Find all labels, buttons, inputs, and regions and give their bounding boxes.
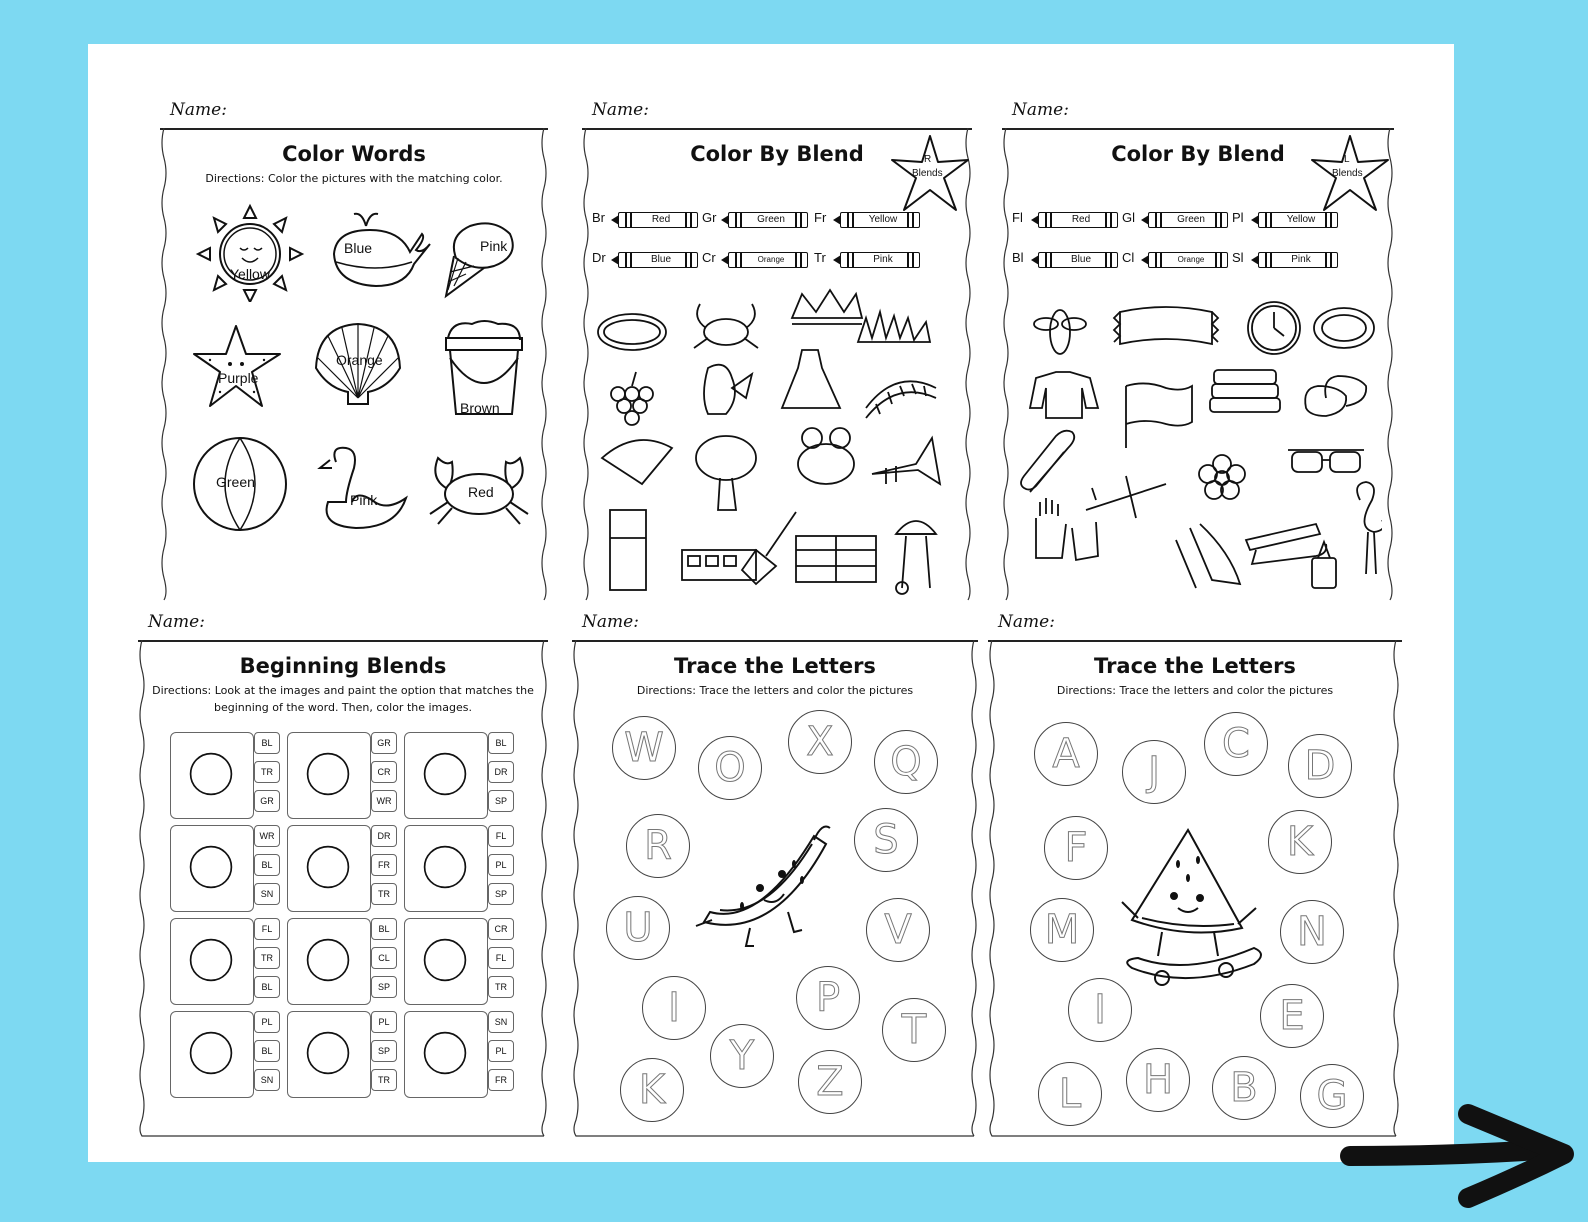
trace-letter: L [1058, 1071, 1082, 1117]
trace-letter: K [638, 1067, 666, 1113]
sheet-directions: Directions: Color the pictures with the matching color. [205, 172, 503, 185]
glasses-picture [1288, 450, 1364, 472]
paperclip-picture [1021, 431, 1074, 492]
picture-label: Green [216, 474, 255, 490]
blend-option[interactable]: BL [254, 976, 280, 998]
crayon-key [814, 250, 924, 268]
sponge-picture [411, 832, 479, 902]
blend-option[interactable]: SP [371, 1040, 397, 1062]
crayon-color-label: Pink [1291, 254, 1311, 265]
picture-label: Red [468, 484, 494, 500]
badge-line-2: Blends [912, 168, 943, 179]
ice-cream-picture [444, 216, 520, 300]
trace-letter: I [668, 985, 680, 1031]
starfish-picture [190, 322, 284, 412]
trace-letter: Q [890, 739, 922, 785]
folded-clothes-picture [1210, 370, 1280, 412]
trace-letter: A [1052, 731, 1080, 777]
spider-picture-box [287, 1011, 371, 1098]
grill-picture [896, 521, 936, 594]
blend-option[interactable]: CR [371, 761, 397, 783]
blend-option[interactable]: TR [371, 1069, 397, 1091]
trace-letter: C [1222, 721, 1250, 767]
blend-label: Pl [1232, 210, 1244, 225]
watermelon-character-picture [690, 816, 850, 956]
worksheet-preview [88, 44, 1454, 1162]
crayon-key [1232, 210, 1342, 228]
blend-label: Br [592, 210, 605, 225]
name-label: Name: [170, 100, 227, 120]
crayon-icon [1148, 212, 1228, 228]
sheet-title: Trace the Letters [1094, 654, 1296, 678]
crown-picture [411, 925, 479, 995]
trace-letter: O [714, 745, 746, 791]
trace-letter-circle [606, 896, 670, 960]
blend-option[interactable]: PL [488, 854, 514, 876]
crayon-icon [1038, 212, 1118, 228]
trace-letter: D [1304, 743, 1336, 789]
crown-picture-box [404, 918, 488, 1005]
crown-picture [792, 290, 862, 324]
trace-letter: B [1230, 1065, 1258, 1111]
blend-option[interactable]: WR [254, 825, 280, 847]
picture-label: Orange [336, 352, 383, 368]
tree-picture-box [170, 918, 254, 1005]
blend-option[interactable]: GR [254, 790, 280, 812]
name-line [1002, 98, 1394, 130]
badge-line-2: Blends [1332, 168, 1363, 179]
blend-option[interactable]: BL [254, 1040, 280, 1062]
trace-letter: T [901, 1007, 927, 1053]
trace-letter: J [1148, 749, 1160, 795]
trace-letter: G [1316, 1073, 1348, 1119]
crayon-icon [618, 252, 698, 268]
trace-letter-circle [710, 1024, 774, 1088]
crayon-color-label: Pink [873, 254, 893, 265]
crayon-icon [840, 252, 920, 268]
fries-picture-box [287, 825, 371, 912]
crayon-color-label: Red [1071, 214, 1091, 225]
blend-option[interactable]: FL [488, 825, 514, 847]
dresser-picture [796, 536, 876, 582]
crab-picture [694, 304, 758, 348]
trace-letter-circle [882, 998, 946, 1062]
blouse-picture [1030, 372, 1098, 418]
blend-label: Gl [1122, 210, 1135, 225]
snail-picture [177, 832, 245, 902]
blend-option[interactable]: DR [488, 761, 514, 783]
gloves-picture [1036, 498, 1098, 560]
trace-letter-circle [796, 966, 860, 1030]
crayon-color-label: Blue [650, 254, 671, 265]
blend-label: Dr [592, 250, 606, 265]
sponge-picture-box [404, 825, 488, 912]
name-label: Name: [592, 100, 649, 120]
blend-label: Bl [1012, 250, 1024, 265]
crayon-icon [728, 212, 808, 228]
trace-letter: W [624, 725, 664, 771]
trace-letter-circle [612, 716, 676, 780]
bridge-picture [866, 381, 936, 418]
trace-letter: H [1142, 1057, 1174, 1103]
name-line [138, 610, 548, 642]
crayon-color-label: Green [757, 214, 785, 225]
glue-bottle-picture [1312, 542, 1336, 588]
blanket-picture [411, 739, 479, 809]
crayon-color-label: Yellow [1286, 214, 1316, 225]
crayon-key [702, 210, 812, 228]
watermelon-skateboard-picture [1118, 820, 1268, 990]
blend-option[interactable]: TR [371, 883, 397, 905]
trace-letter: P [815, 975, 841, 1021]
trace-letter: Y [729, 1033, 755, 1079]
blend-option[interactable]: SN [254, 883, 280, 905]
trace-letter-circle [642, 976, 706, 1040]
crayon-icon [728, 252, 808, 268]
sheet-directions: Directions: Trace the letters and color the pictures [636, 684, 914, 697]
trace-letter-circle [698, 736, 762, 800]
crayon-row [592, 210, 972, 228]
badge-line-1: L [1344, 154, 1350, 165]
blend-option[interactable]: BL [254, 732, 280, 754]
blend-option[interactable]: GR [371, 732, 397, 754]
broom-picture [742, 512, 796, 584]
tree-picture [177, 925, 245, 995]
blend-option[interactable]: TR [254, 761, 280, 783]
sheet-title: Trace the Letters [674, 654, 876, 678]
fries-picture [294, 832, 362, 902]
crayon-row [592, 250, 972, 268]
sheet-title: Beginning Blends [239, 654, 447, 678]
crayon-color-label: Orange [757, 255, 785, 264]
blend-label: Cl [1122, 250, 1135, 265]
blanket-picture [1114, 307, 1218, 344]
crayon-icon [1148, 252, 1228, 268]
blend-label: Tr [814, 250, 826, 265]
blend-option[interactable]: TR [254, 947, 280, 969]
trace-letter-circle [620, 1058, 684, 1122]
blend-option[interactable]: SP [488, 883, 514, 905]
crayon-key [592, 250, 702, 268]
blanket-picture-box [404, 732, 488, 819]
crayon-key [702, 250, 812, 268]
badge-line-1: R [924, 154, 932, 165]
crayon-icon [1258, 252, 1338, 268]
name-label: Name: [148, 612, 205, 632]
flower-picture [1199, 455, 1245, 499]
trace-letter-circle [854, 808, 918, 872]
sheet-title: Color Words [282, 142, 426, 166]
clock-picture [1248, 302, 1300, 354]
blend-option[interactable]: SN [254, 1069, 280, 1091]
sheet-l-blends [1002, 98, 1394, 604]
slide-picture [1176, 524, 1240, 588]
crayon-color-label: Red [651, 214, 671, 225]
trace-letter: Z [816, 1059, 844, 1105]
blend-option[interactable]: FL [254, 918, 280, 940]
trace-letter: N [1297, 909, 1327, 955]
crayon-icon [1038, 252, 1118, 268]
crayon-icon [840, 212, 920, 228]
trace-letter-circle [1212, 1056, 1276, 1120]
crayon-row [1012, 210, 1394, 228]
blend-option[interactable]: PL [254, 1011, 280, 1033]
r-blend-pictures [596, 288, 962, 598]
sheet-title: Color By Blend [690, 142, 864, 166]
blend-label: Fr [814, 210, 827, 225]
clown-picture [294, 925, 362, 995]
picture-label: Purple [218, 370, 259, 386]
blend-option[interactable]: BL [371, 918, 397, 940]
trace-letter: I [1094, 987, 1106, 1033]
name-line [160, 98, 548, 130]
trace-letter-circle [1204, 712, 1268, 776]
crayon-key [1122, 210, 1232, 228]
crayon-key [1232, 250, 1342, 268]
crayon-key [1012, 210, 1122, 228]
blend-option[interactable]: SP [371, 976, 397, 998]
crayon-color-label: Orange [1177, 255, 1205, 264]
name-line [988, 610, 1402, 642]
fridge-picture [610, 510, 646, 590]
sheet-beginning-blends [138, 610, 548, 1140]
picture-label: Blue [344, 240, 373, 256]
name-line [572, 610, 978, 642]
trace-letter-circle [1034, 722, 1098, 786]
trace-letter-circle [1122, 740, 1186, 804]
trace-letter-circle [1288, 734, 1352, 798]
trace-letter-circle [626, 814, 690, 878]
trace-letter-circle [874, 730, 938, 794]
snail-picture-box [170, 825, 254, 912]
blend-option[interactable]: SP [488, 790, 514, 812]
crayon-key [1012, 250, 1122, 268]
whale-picture [326, 204, 436, 294]
name-line [582, 98, 972, 130]
flag-picture [1126, 383, 1192, 448]
blend-option[interactable]: CL [371, 947, 397, 969]
sheet-directions: Directions: Look at the images and paint the option that matches the beginning of the word. Then, color the images. [152, 684, 534, 714]
trumpet-picture [872, 438, 940, 484]
blend-label: Sl [1232, 250, 1244, 265]
snake-picture-box [170, 1011, 254, 1098]
picture-label: Pink [480, 238, 508, 254]
blend-option[interactable]: BL [488, 732, 514, 754]
name-label: Name: [1012, 100, 1069, 120]
frog-picture [411, 1018, 479, 1088]
blend-label: Fl [1012, 210, 1023, 225]
trace-letter-circle [1260, 984, 1324, 1048]
dress-picture [782, 350, 840, 408]
blend-option[interactable]: FR [488, 1069, 514, 1091]
crayon-color-label: Blue [1070, 254, 1091, 265]
name-label: Name: [582, 612, 639, 632]
trace-letter: E [1279, 993, 1305, 1039]
flamingo-float-picture [316, 442, 412, 534]
blend-option[interactable]: DR [371, 825, 397, 847]
train-picture-box [170, 732, 254, 819]
snake-picture [177, 1018, 245, 1088]
crayon-color-label: Yellow [868, 214, 898, 225]
blend-option[interactable]: PL [371, 1011, 397, 1033]
sheet-trace-letters-1 [572, 610, 978, 1140]
crayon-icon [618, 212, 698, 228]
trace-letter-circle [1038, 1062, 1102, 1126]
spider-picture [294, 1018, 362, 1088]
airplane-picture [1086, 476, 1166, 518]
trace-letter-circle [1126, 1048, 1190, 1112]
blend-choice-grid [170, 732, 522, 1112]
crayon-row [1012, 250, 1394, 268]
flamingo-picture [1357, 482, 1382, 574]
blend-option[interactable]: FR [371, 854, 397, 876]
blend-option[interactable]: PL [488, 1040, 514, 1062]
crayon-key [592, 210, 702, 228]
slippers-picture [1305, 376, 1366, 416]
grapes-picture [294, 739, 362, 809]
picture-label: Brown [460, 400, 500, 416]
sheet-r-blends [582, 98, 972, 604]
blend-option[interactable]: FL [488, 947, 514, 969]
clown-picture-box [287, 918, 371, 1005]
blend-option[interactable]: SN [488, 1011, 514, 1033]
sun-picture [190, 202, 310, 302]
blend-option[interactable]: BL [254, 854, 280, 876]
trace-letter-circle [866, 898, 930, 962]
sheet-title: Color By Blend [1111, 142, 1285, 166]
trace-letter-circle [798, 1050, 862, 1114]
blend-option[interactable]: TR [488, 976, 514, 998]
grapes-picture [611, 372, 653, 425]
trace-letter: X [806, 719, 834, 765]
name-label: Name: [998, 612, 1055, 632]
trace-letter: M [1044, 907, 1080, 953]
blend-option[interactable]: CR [488, 918, 514, 940]
frog-picture-box [404, 1011, 488, 1098]
blend-label: Cr [702, 250, 716, 265]
next-arrow-icon[interactable] [1340, 1100, 1580, 1210]
pizza-picture [602, 440, 672, 484]
trace-letter: V [884, 907, 912, 953]
trace-letter: U [623, 905, 653, 951]
crayon-icon [1258, 212, 1338, 228]
sheet-directions: Directions: Trace the letters and color the pictures [1056, 684, 1334, 697]
tree-picture [696, 436, 756, 510]
trace-letter-circle [1268, 810, 1332, 874]
blend-option[interactable]: WR [371, 790, 397, 812]
crayon-key [1122, 250, 1232, 268]
blend-label: Gr [702, 210, 717, 225]
sheet-color-words [160, 98, 548, 604]
trace-letter: F [1064, 825, 1088, 871]
crayon-key [814, 210, 924, 228]
frog-picture [798, 428, 854, 484]
picture-label: Pink [350, 492, 378, 508]
trace-letter-circle [1044, 816, 1108, 880]
trace-letter: S [873, 817, 899, 863]
trace-letter: R [644, 823, 672, 869]
plate-picture [1314, 308, 1374, 348]
trace-letter: K [1286, 819, 1314, 865]
train-picture [177, 739, 245, 809]
trace-letter-circle [788, 710, 852, 774]
picture-label: Yellow [230, 266, 270, 282]
grass-picture [858, 312, 930, 342]
dragon-picture [704, 365, 752, 414]
trace-letter-circle [1280, 900, 1344, 964]
trace-letter-circle [1030, 898, 1094, 962]
crayon-color-label: Green [1177, 214, 1205, 225]
l-blend-pictures [1016, 288, 1382, 598]
grapes-picture-box [287, 732, 371, 819]
fly-picture [1034, 310, 1086, 354]
sheet-trace-letters-2 [988, 610, 1402, 1140]
